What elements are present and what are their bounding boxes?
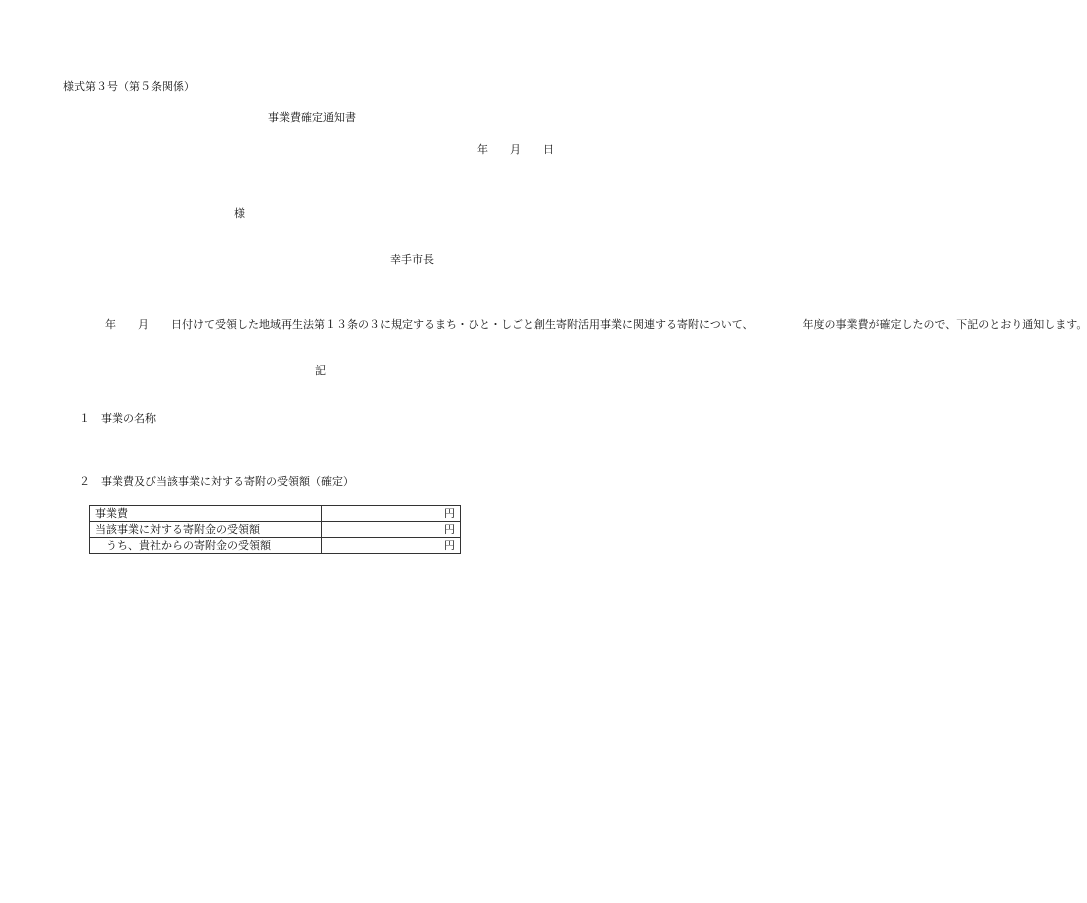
table-cell-unit: 円 xyxy=(322,538,461,554)
table-cell-unit: 円 xyxy=(322,522,461,538)
date-line: 年 月 日 xyxy=(477,143,554,156)
item-project-name: １ 事業の名称 xyxy=(79,412,156,425)
document-title: 事業費確定通知書 xyxy=(268,111,356,124)
table-cell-label: うち、貴社からの寄附金の受領額 xyxy=(90,538,322,554)
body-text-part1: 年 月 日付けて受領した地域再生法第１３条の３に規定するまち・ひと・しごと創生寄附活用事業に関連する寄附について、 xyxy=(104,318,754,331)
table-row xyxy=(90,522,461,538)
form-number: 様式第３号（第５条関係） xyxy=(63,80,195,93)
body-year-blank xyxy=(754,318,803,331)
item-project-cost: ２ 事業費及び当該事業に対する寄附の受領額（確定） xyxy=(79,475,354,488)
table-row xyxy=(90,506,461,522)
table-cell-unit: 円 xyxy=(322,506,461,522)
table-row xyxy=(90,538,461,554)
body-text-part2: 年度の事業費が確定したので、下記のとおり通知します。 xyxy=(802,318,1087,331)
body-paragraph xyxy=(63,317,1087,333)
ki-heading: 記 xyxy=(315,364,326,377)
table-cell-label: 当該事業に対する寄附金の受領額 xyxy=(90,522,322,538)
sender-name: 幸手市長 xyxy=(390,253,434,266)
fee-table xyxy=(89,505,461,554)
addressee-suffix: 様 xyxy=(234,207,245,220)
table-cell-label: 事業費 xyxy=(90,506,322,522)
body-indent xyxy=(63,318,105,331)
